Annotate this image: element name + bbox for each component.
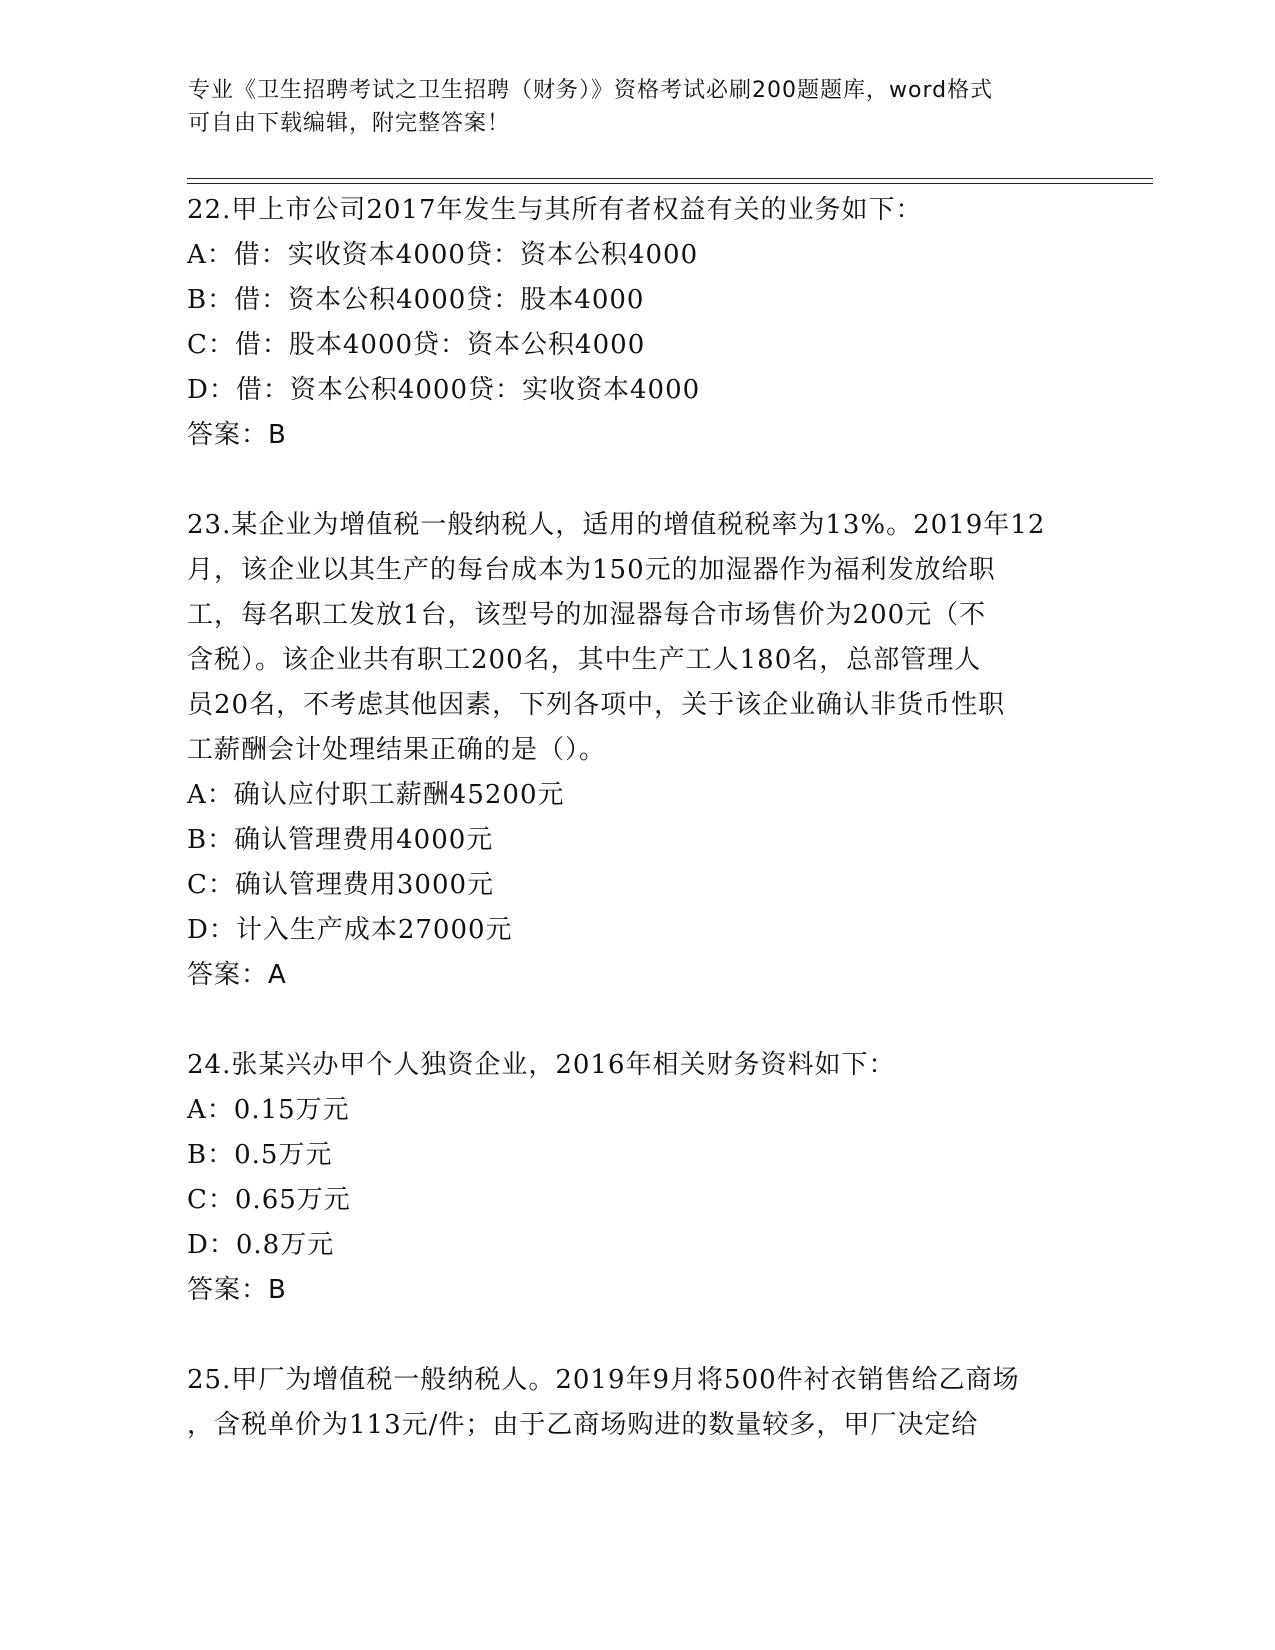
- header-title-line-2: 可自由下载编辑，附完整答案！: [188, 111, 511, 136]
- question-stem-line: 月，该企业以其生产的每台成本为150元的加湿器作为福利发放给职: [187, 555, 996, 585]
- option-c: C：借：股本4000贷：资本公积4000: [187, 330, 646, 360]
- option-a: A：0.15万元: [187, 1095, 350, 1125]
- option-c: C：确认管理费用3000元: [187, 870, 495, 900]
- option-d: D：借：资本公积4000贷：实收资本4000: [187, 375, 701, 405]
- question-stem-line: 员20名，不考虑其他因素，下列各项中，关于该企业确认非货币性职: [187, 690, 1006, 720]
- option-a: A：借：实收资本4000贷：资本公积4000: [187, 240, 699, 270]
- question-stem-line: 23.某企业为增值税一般纳税人，适用的增值税税率为13%。2019年12: [187, 510, 1046, 540]
- question-stem-line: 24.张某兴办甲个人独资企业，2016年相关财务资料如下：: [187, 1050, 896, 1080]
- question-spacer: [187, 1313, 1087, 1358]
- option-d: D：计入生产成本27000元: [187, 915, 513, 945]
- question-stem-line: 25.甲厂为增值税一般纳税人。2019年9月将500件衬衣销售给乙商场: [187, 1365, 1020, 1395]
- option-b: B：借：资本公积4000贷：股本4000: [187, 285, 645, 315]
- question-stem-line: 工薪酬会计处理结果正确的是（）。: [187, 735, 607, 765]
- option-b: B：0.5万元: [187, 1140, 333, 1170]
- answer-line: 答案：B: [187, 420, 287, 450]
- answer-line: 答案：B: [187, 1275, 287, 1305]
- question-spacer: [187, 998, 1087, 1043]
- question-stem-line: ，含税单价为113元/件；由于乙商场购进的数量较多，甲厂决定给: [187, 1410, 979, 1440]
- option-c: C：0.65万元: [187, 1185, 351, 1215]
- option-d: D：0.8万元: [187, 1230, 335, 1260]
- option-b: B：确认管理费用4000元: [187, 825, 494, 855]
- question-spacer: [187, 458, 1087, 503]
- question-22: [187, 188, 1087, 458]
- question-stem-line: 含税）。该企业共有职工200名，其中生产工人180名，总部管理人: [187, 645, 982, 675]
- question-24: [187, 1043, 1087, 1313]
- header-title-line-1: 专业《卫生招聘考试之卫生招聘（财务）》资格考试必刷200题题库，word格式: [188, 78, 994, 103]
- option-a: A：确认应付职工薪酬45200元: [187, 780, 565, 810]
- question-stem-line: 工，每名职工发放1台，该型号的加湿器每合市场售价为200元（不: [187, 600, 987, 630]
- header-divider-top: [187, 178, 1153, 179]
- document-header: [188, 74, 1088, 140]
- answer-line: 答案：A: [187, 960, 287, 990]
- header-divider-bottom: [187, 183, 1153, 184]
- question-23: [187, 503, 1087, 998]
- question-stem-line: 22.甲上市公司2017年发生与其所有者权益有关的业务如下：: [187, 195, 923, 225]
- question-list: [187, 188, 1087, 1448]
- question-25: [187, 1358, 1087, 1448]
